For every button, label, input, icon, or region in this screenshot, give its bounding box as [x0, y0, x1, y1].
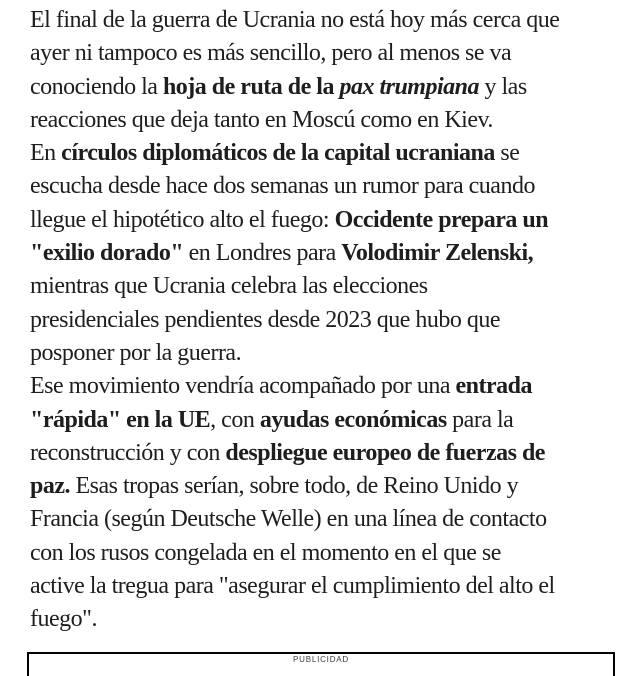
article-line — [30, 337, 596, 370]
article-line — [30, 304, 596, 337]
article-line — [30, 404, 596, 437]
article-line — [30, 4, 596, 37]
article-text-segment: para la — [446, 406, 514, 433]
article-text-segment: conociendo la — [30, 73, 163, 100]
article-text-segment: con los rusos congelada en el momento en el que se — [30, 539, 501, 566]
article-line — [30, 503, 596, 536]
article-text-segment: ayudas económicas — [259, 406, 447, 433]
article-text-segment: active la tregua para "asegurar el cumplimiento del alto el — [30, 573, 555, 600]
article-line — [30, 270, 596, 303]
article-line — [30, 470, 596, 503]
article-line — [30, 71, 596, 104]
article-line — [30, 37, 596, 70]
article-body — [30, 4, 596, 637]
article-text-segment: en Londres para — [183, 240, 342, 267]
article-text-segment: Esas tropas serían, sobre todo, de Reino Unido y — [70, 473, 519, 500]
article-line — [30, 570, 596, 603]
article-text-segment: "exilio dorado" — [30, 240, 184, 267]
article-text-segment: paz. — [30, 473, 70, 500]
article-line — [30, 237, 596, 270]
article-text-segment: Francia (según Deutsche Welle) en una línea de contacto — [30, 506, 547, 533]
ad-container — [27, 652, 615, 676]
article-text-segment: Ese movimiento vendría acompañado por una — [30, 373, 456, 400]
article-text-segment: posponer por la guerra. — [30, 339, 242, 366]
article-text-segment: mientras que Ucrania celebra las elecciones — [30, 273, 428, 300]
article-text-segment: presidenciales pendientes desde 2023 que hubo que — [30, 306, 501, 333]
article-line — [30, 104, 596, 137]
ad-label: PUBLICIDAD — [292, 655, 349, 664]
article-text-segment: fuego". — [30, 606, 97, 633]
article-line — [30, 537, 596, 570]
article-text-segment: y las — [479, 73, 527, 100]
article-text-segment: círculos diplomáticos de la capital ucraniana — [61, 140, 495, 167]
article-text-segment: reconstrucción y con — [30, 439, 226, 466]
article-line — [30, 370, 596, 403]
article-text-segment: "rápida" en la UE — [30, 406, 211, 433]
article-text-segment: ayer ni tampoco es más sencillo, pero al menos se va — [30, 40, 512, 67]
article-line — [30, 603, 596, 636]
article-line — [30, 437, 596, 470]
article-text-segment: El final de la guerra de Ucrania no está hoy más cerca que — [30, 7, 560, 33]
article-text-segment: reacciones que deja tanto en Moscú como en Kiev. — [30, 106, 493, 133]
article-text-segment: pax trumpiana — [339, 73, 479, 100]
article-text-segment: entrada — [455, 373, 533, 400]
article-line — [30, 204, 596, 237]
article-line — [30, 137, 596, 170]
article-line — [30, 170, 596, 203]
article-text-segment: escucha desde hace dos semanas un rumor para cuando — [30, 173, 535, 200]
article-text-segment: En — [30, 140, 62, 167]
article-text-segment: , con — [210, 406, 260, 433]
article-text-segment: Volodimir Zelenski, — [341, 240, 534, 267]
article-text-segment: Occidente prepara un — [334, 206, 549, 233]
article-text-segment: llegue el hipotético alto el fuego: — [30, 206, 335, 233]
article-text-segment: despliegue europeo de fuerzas de — [225, 439, 545, 466]
article-text-segment: se — [494, 140, 520, 167]
article-text-segment: hoja de ruta de la — [162, 73, 340, 100]
